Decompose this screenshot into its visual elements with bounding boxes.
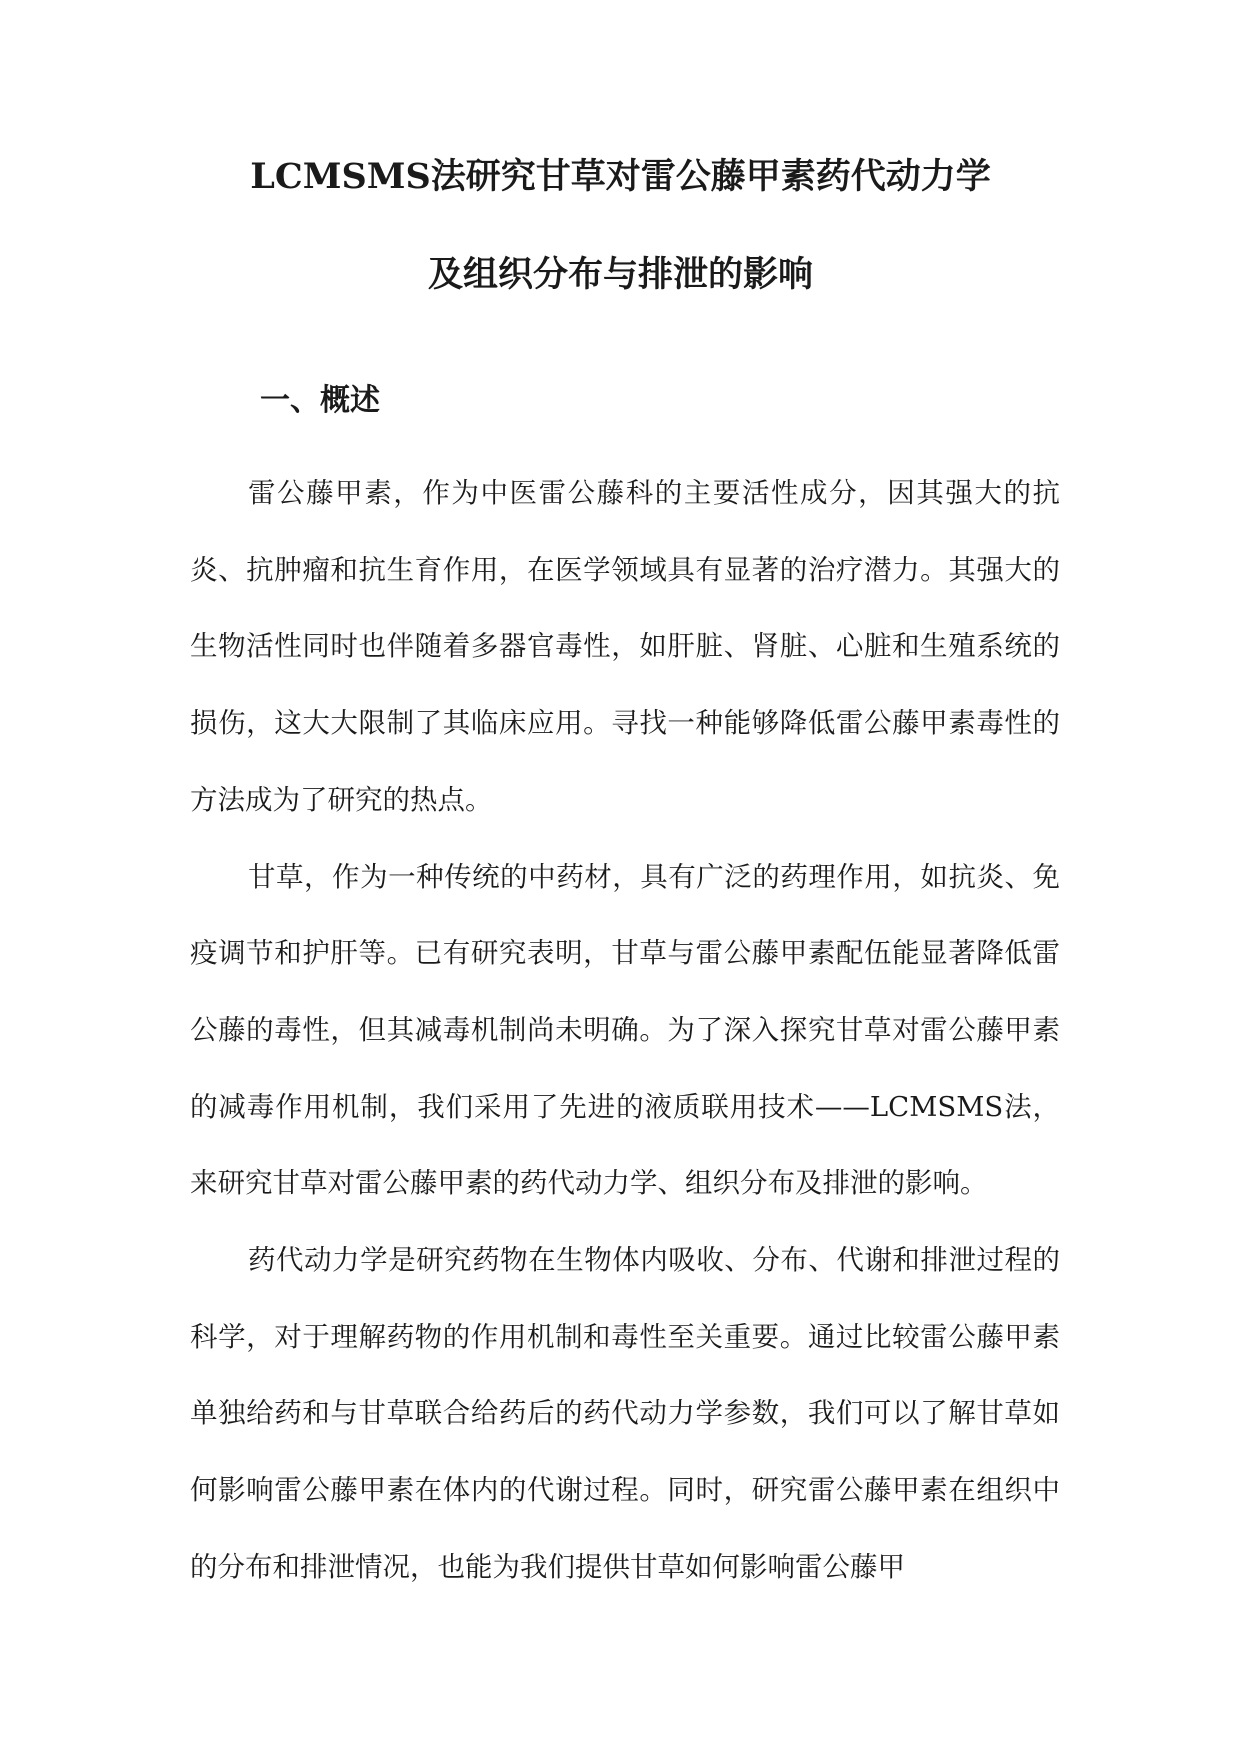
paragraph-3: 药代动力学是研究药物在生物体内吸收、分布、代谢和排泄过程的科学，对于理解药物的作用机制和毒性至关重要。通过比较雷公藤甲素单独给药和与甘草联合给药后的药代动力学参数，我们可以了解甘草如何影响雷公藤甲素在体内的代谢过程。同时，研究雷公藤甲素在组织中的分布和排泄情况，也能为我们提供甘草如何影响雷公藤甲 — [190, 1244, 1060, 1583]
paragraph-1: 雷公藤甲素，作为中医雷公藤科的主要活性成分，因其强大的抗炎、抗肿瘤和抗生育作用，在医学领域具有显著的治疗潜力。其强大的生物活性同时也伴随着多器官毒性，如肝脏、肾脏、心脏和生殖系统的损伤，这大大限制了其临床应用。寻找一种能够降低雷公藤甲素毒性的方法成为了研究的热点。 — [190, 477, 1060, 816]
section-heading: 一、概述 — [260, 383, 380, 418]
paragraph-2: 甘草，作为一种传统的中药材，具有广泛的药理作用，如抗炎、免疫调节和护肝等。已有研究表明，甘草与雷公藤甲素配伍能显著降低雷公藤的毒性，但其减毒机制尚未明确。为了深入探究甘草对雷公藤甲素的减毒作用机制，我们采用了先进的液质联用技术——LCMSMS法，来研究甘草对雷公藤甲素的药代动力学、组织分布及排泄的影响。 — [190, 860, 1060, 1200]
document-title-line-2: 及组织分布与排泄的影响 — [427, 254, 813, 295]
body-text — [190, 455, 1060, 1606]
document-title-line-1: LCMSMS法研究甘草对雷公藤甲素药代动力学 — [250, 156, 991, 197]
